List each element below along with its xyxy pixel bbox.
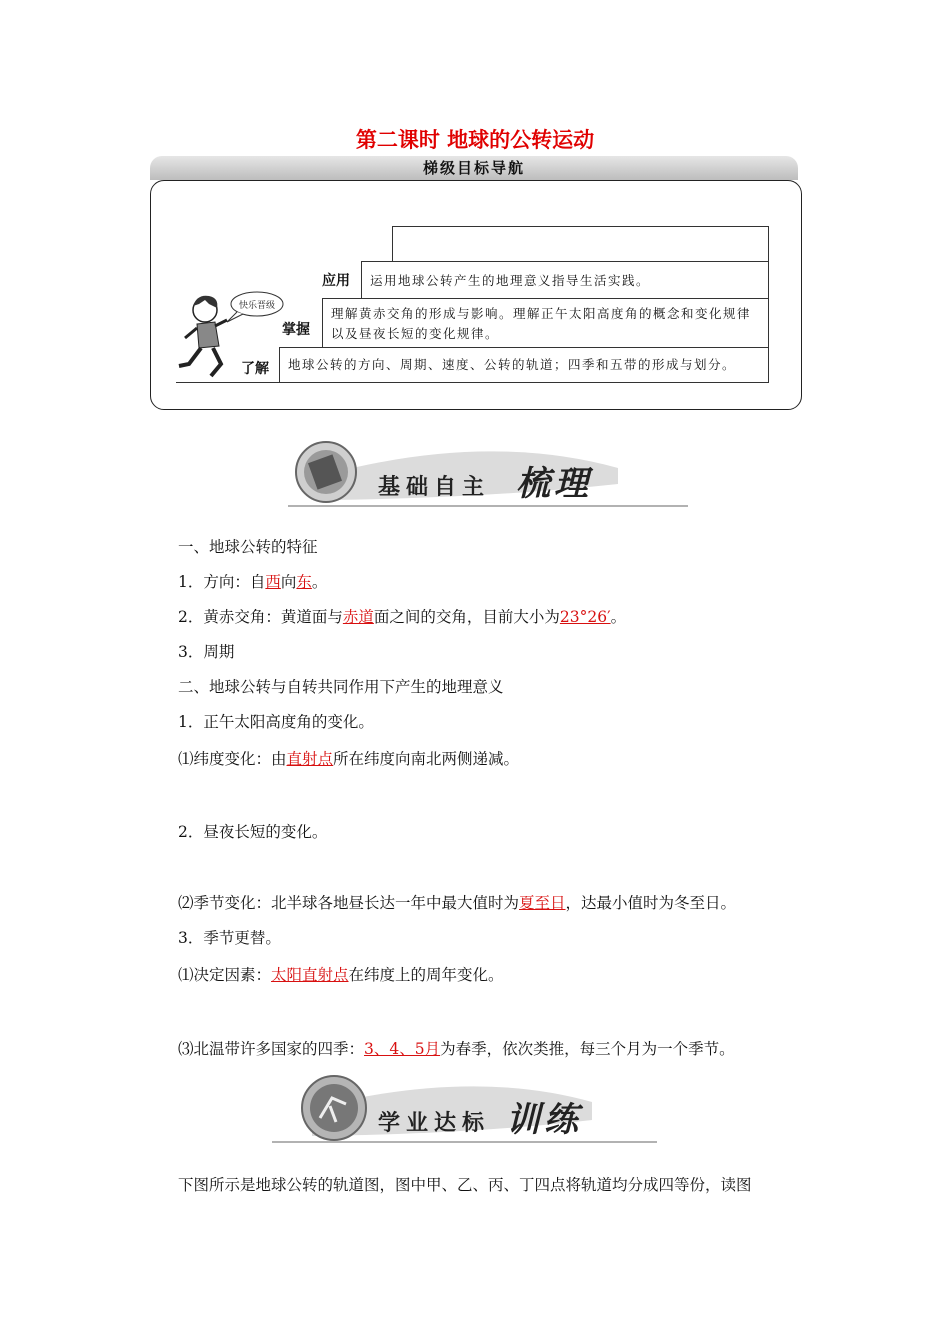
text-line <box>178 965 504 985</box>
answer-text: 直射点 <box>286 750 334 768</box>
banner-basic-small: 基础自主 <box>378 474 491 500</box>
text-line <box>178 822 327 842</box>
text-line <box>178 749 519 769</box>
banner-basic-review <box>288 438 693 510</box>
line-text: 2．黄赤交角：黄道面与 <box>178 608 343 626</box>
answer-text: 太阳直射点 <box>271 966 349 984</box>
answer-text: 东 <box>296 573 312 591</box>
text-line <box>178 1175 752 1195</box>
answer-text: 23°26′ <box>559 608 611 626</box>
line-text: 向 <box>280 573 297 591</box>
goal-understand-box <box>279 347 769 383</box>
line-text: 一、地球公转的特征 <box>178 538 318 556</box>
line-text: 在纬度上的周年变化。 <box>348 966 504 984</box>
level-label-master: 掌握 <box>282 322 310 338</box>
line-text: 3．周期 <box>178 643 235 661</box>
line-text: 1．方向：自 <box>178 573 266 591</box>
line-text: 。 <box>311 573 328 591</box>
answer-text: 夏至日 <box>519 894 566 912</box>
line-text: 面之间的交角，目前大小为 <box>373 608 560 626</box>
text-line <box>178 537 318 557</box>
line-text: 2．昼夜长短的变化。 <box>178 823 328 841</box>
running-boy-icon <box>175 290 285 382</box>
goal-master-text-1: 理解黄赤交角的形成与影响。理解正午太阳高度角的概念和变化规律 <box>331 306 752 321</box>
goal-apply-text: 运用地球公转产生的地理意义指导生活实践。 <box>370 273 651 288</box>
answer-text: 西 <box>265 573 281 591</box>
goal-master-box <box>322 298 769 348</box>
stair-base-line <box>176 382 280 383</box>
answer-text: 赤道 <box>342 608 374 626</box>
line-text: 所在纬度向南北两侧递减。 <box>333 750 520 768</box>
level-label-apply: 应用 <box>322 273 350 289</box>
speech-bubble-text: 快乐晋级 <box>238 301 276 311</box>
banner-practice-large: 训练 <box>506 1100 582 1140</box>
line-text: 。 <box>610 608 627 626</box>
text-line <box>178 1039 735 1059</box>
line-text: ，达最小值时为冬至日。 <box>565 894 737 912</box>
level-label-understand: 了解 <box>241 361 269 377</box>
goal-navigation-banner: 梯级目标导航 <box>150 156 798 180</box>
line-text: ⑴纬度变化：由 <box>178 750 287 768</box>
goal-master-text-2: 以及昼夜长短的变化规律。 <box>331 326 500 341</box>
goal-understand-text: 地球公转的方向、周期、速度、公转的轨道；四季和五带的形成与划分。 <box>288 357 737 372</box>
goal-apply-box <box>361 261 769 299</box>
text-line <box>178 607 626 627</box>
lesson-title: 第二课时 地球的公转运动 <box>355 128 595 152</box>
line-text: ⑴决定因素： <box>178 966 272 984</box>
text-line <box>178 642 234 662</box>
line-text: 下图所示是地球公转的轨道图，图中甲、乙、丙、丁四点将轨道均分成四等份，读图 <box>178 1176 752 1194</box>
text-line <box>178 677 504 697</box>
goals-header-frame <box>392 226 769 262</box>
answer-text: 3、4、5月 <box>364 1040 441 1058</box>
text-line <box>178 928 281 948</box>
line-text: ⑶北温带许多国家的四季： <box>178 1040 365 1058</box>
text-line <box>178 572 327 592</box>
line-text: 为春季，依次类推，每三个月为一个季节。 <box>440 1040 735 1058</box>
banner-basic-large: 梳理 <box>516 464 592 504</box>
line-text: 3．季节更替。 <box>178 929 281 947</box>
line-text: 二、地球公转与自转共同作用下产生的地理意义 <box>178 678 504 696</box>
line-text: 1．正午太阳高度角的变化。 <box>178 713 374 731</box>
line-text: ⑵季节变化：北半球各地昼长达一年中最大值时为 <box>178 894 520 912</box>
text-line <box>178 893 736 913</box>
text-line <box>178 712 374 732</box>
banner-practice-small: 学业达标 <box>378 1110 491 1136</box>
